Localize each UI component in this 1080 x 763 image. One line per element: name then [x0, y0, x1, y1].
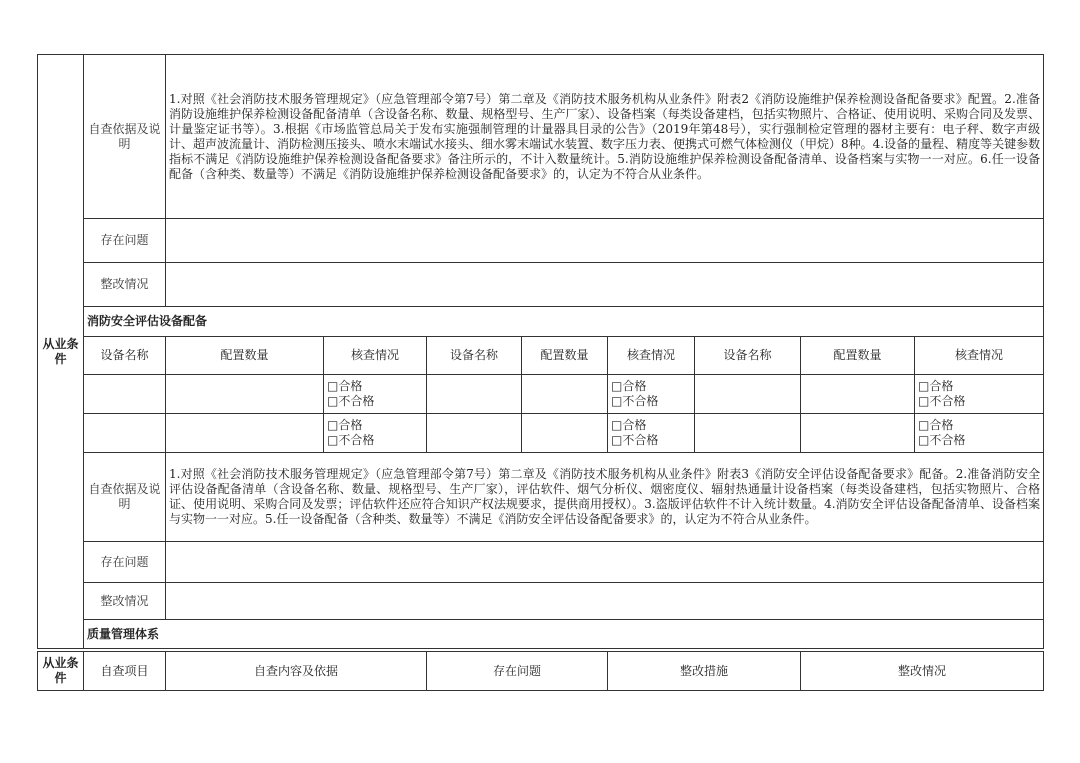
col-header: 设备名称 — [427, 337, 522, 375]
pass-checkbox[interactable]: □合格 — [918, 379, 954, 393]
section-title-assessment: 消防安全评估设备配备 — [84, 307, 1044, 337]
fail-checkbox[interactable]: □不合格 — [918, 433, 966, 447]
col-header: 核查情况 — [915, 337, 1044, 375]
fail-checkbox[interactable]: □不合格 — [327, 433, 375, 447]
rectify-field-1[interactable] — [166, 263, 1044, 307]
col-header: 存在问题 — [427, 652, 608, 691]
check-cell[interactable] — [915, 414, 1044, 453]
col-header: 设备名称 — [84, 337, 166, 375]
fail-checkbox[interactable]: □不合格 — [611, 394, 659, 408]
basis-label-2: 自查依据及说明 — [84, 453, 166, 542]
basis-text-2: 1.对照《社会消防技术服务管理规定》（应急管理部令第7号）第二章及《消防技术服务机构从业条件》附表3《消防安全评估设备配备要求》配备。2.准备消防安全评估设备配备清单（含设备名称、数量、规格型号、生产厂家），评估软件、烟气分析仪、烟密度仪、辐射热通量计设备档案（每类设备建档，包括实物照片、合格证、使用说明、采购合同及发票；评估软件还应符合知识产权法规要求，提供商用授权）。3.盗版评估软件不计入统计数量。4.消防安全评估设备配备清单、设备档案与实物一一对应。5.任一设备配备（含种类、数量等）不满足《消防安全评估设备配备要求》的，认定为不符合从业条件。 — [166, 453, 1044, 542]
quantity-cell[interactable] — [522, 414, 608, 453]
device-name-cell[interactable] — [84, 375, 166, 414]
pass-checkbox[interactable]: □合格 — [918, 418, 954, 432]
col-header: 配置数量 — [166, 337, 324, 375]
side-label-conditions: 从业条件 — [38, 55, 84, 649]
check-cell[interactable] — [324, 414, 427, 453]
check-cell[interactable] — [608, 414, 695, 453]
device-name-cell[interactable] — [84, 414, 166, 453]
problem-label-2: 存在问题 — [84, 542, 166, 583]
table-row — [38, 414, 1044, 453]
pass-checkbox[interactable]: □合格 — [611, 379, 647, 393]
col-header: 自查项目 — [84, 652, 166, 691]
basis-text-1: 1.对照《社会消防技术服务管理规定》（应急管理部令第7号）第二章及《消防技术服务机构从业条件》附表2《消防设施维护保养检测设备配备要求》配置。2.准备消防设施维护保养检测设备配备清单（含设备名称、数量、规格型号、生产厂家）、设备档案（每类设备建档，包括实物照片、合格证、使用说明、采购合同及发票、计量鉴定证书等）。3.根据《市场监管总局关于发布实施强制管理的计量器具目录的公告》（2019年第48号），实行强制检定管理的器材主要有：电子秤、数字声级计、超声波流量计、消防检测压接头、喷水末端试水接头、细水雾末端试水装置、数字压力表、便携式可燃气体检测仪（甲烷）8种。4.设备的量程、精度等关键参数指标不满足《消防设施维护保养检测设备配备要求》备注所示的，不计入数量统计。5.消防设施维护保养检测设备配备清单、设备档案与实物一一对应。6.任一设备配备（含种类、数量等）不满足《消防设施维护保养检测设备配备要求》的，认定为不符合从业条件。 — [166, 55, 1044, 219]
quality-header-table — [37, 651, 1044, 691]
problem-field-1[interactable] — [166, 219, 1044, 263]
col-header: 自查内容及依据 — [166, 652, 427, 691]
device-name-cell[interactable] — [427, 414, 522, 453]
pass-checkbox[interactable]: □合格 — [611, 418, 647, 432]
pass-checkbox[interactable]: □合格 — [327, 418, 363, 432]
col-header: 配置数量 — [801, 337, 915, 375]
inspection-table — [37, 54, 1044, 649]
fail-checkbox[interactable]: □不合格 — [611, 433, 659, 447]
quantity-cell[interactable] — [801, 375, 915, 414]
col-header: 整改措施 — [608, 652, 801, 691]
col-header: 设备名称 — [695, 337, 801, 375]
quantity-cell[interactable] — [166, 414, 324, 453]
problem-field-2[interactable] — [166, 542, 1044, 583]
section-title-quality: 质量管理体系 — [84, 620, 1044, 649]
check-cell[interactable] — [915, 375, 1044, 414]
rectify-label-1: 整改情况 — [84, 263, 166, 307]
side-label-conditions-2: 从业条件 — [38, 652, 84, 691]
quantity-cell[interactable] — [522, 375, 608, 414]
table-row — [38, 375, 1044, 414]
rectify-field-2[interactable] — [166, 583, 1044, 620]
col-header: 整改情况 — [801, 652, 1044, 691]
basis-label-1: 自查依据及说明 — [84, 55, 166, 219]
fail-checkbox[interactable]: □不合格 — [327, 394, 375, 408]
check-cell[interactable] — [608, 375, 695, 414]
col-header: 配置数量 — [522, 337, 608, 375]
device-name-cell[interactable] — [695, 414, 801, 453]
device-name-cell[interactable] — [427, 375, 522, 414]
col-header: 核查情况 — [608, 337, 695, 375]
fail-checkbox[interactable]: □不合格 — [918, 394, 966, 408]
rectify-label-2: 整改情况 — [84, 583, 166, 620]
col-header: 核查情况 — [324, 337, 427, 375]
pass-checkbox[interactable]: □合格 — [327, 379, 363, 393]
device-name-cell[interactable] — [695, 375, 801, 414]
quantity-cell[interactable] — [801, 414, 915, 453]
problem-label-1: 存在问题 — [84, 219, 166, 263]
check-cell[interactable] — [324, 375, 427, 414]
quantity-cell[interactable] — [166, 375, 324, 414]
